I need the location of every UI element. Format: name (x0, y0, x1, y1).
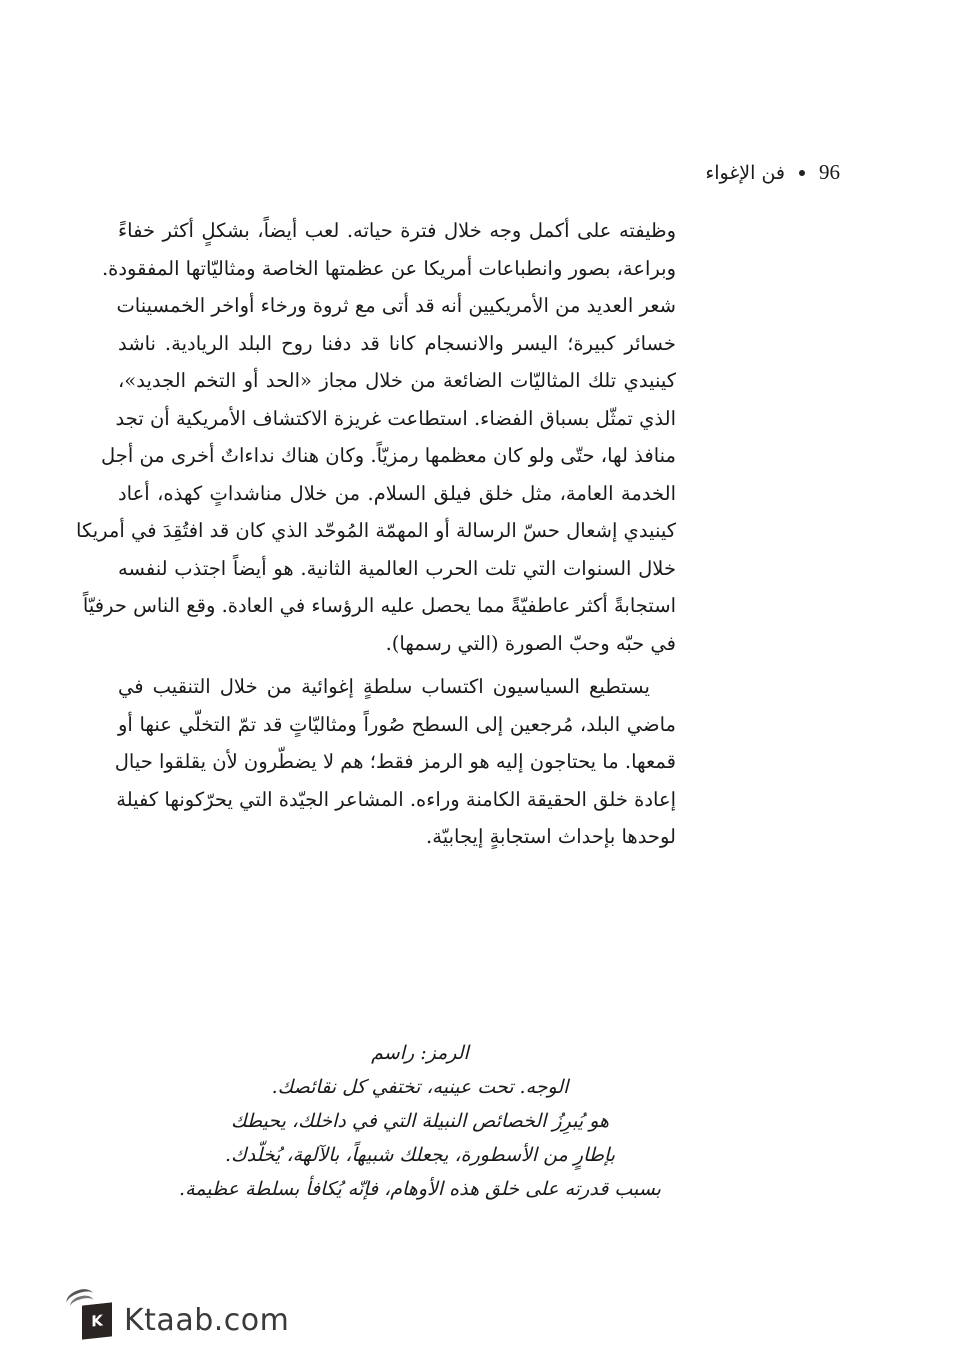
text-line: وبراعة، بصور وانطباعات أمريكا عن عظمتها الخاصة ومثاليّاتها المفقودة. (101, 256, 676, 280)
body-text (76, 212, 676, 859)
text-line: خلال السنوات التي تلت الحرب العالمية الثانية. هو أيضاً اجتذب لنفسه (118, 556, 676, 580)
book-icon (60, 1290, 114, 1338)
text-line: وظيفته على أكمل وجه خلال فترة حياته. لعب أيضاً، بشكلٍ أكثر خفاءً (118, 219, 676, 242)
text-line: في حبّه وحبّ الصورة (التي رسمها). (385, 631, 676, 655)
publisher-logo (60, 1290, 289, 1338)
text-line: يستطيع السياسيون اكتساب سلطةٍ إغوائية من خلال التنقيب في (118, 675, 650, 698)
text-line: الذي تمثّل بسباق الفضاء. استطاعت غريزة الاكتشاف الأمريكية أن تجد (115, 406, 676, 430)
text-line: خسائر كبيرة؛ اليسر والانسجام كانا قد دفنا روح البلد الريادية. ناشد (118, 331, 676, 355)
text-line: الخدمة العامة، مثل خلق فيلق السلام. من خلال مناشداتٍ كهذه، أعاد (118, 481, 676, 505)
running-header (705, 160, 840, 185)
text-line: شعر العديد من الأمريكيين أنه قد أتى مع ثروة ورخاء أواخر الخمسينات (116, 294, 676, 317)
paragraph-1 (76, 212, 676, 662)
text-line: استجابةً أكثر عاطفيّةً مما يحصل عليه الرؤساء في العادة. وقع الناس حرفيّاً (82, 594, 676, 617)
text-line: كينيدي إشعال حسّ الرسالة أو المهمّة المُوحّد الذي كان قد افتُقِدَ في أمريكا (76, 519, 676, 542)
page-number: 96 (819, 160, 840, 184)
logo-text: Ktaab.com (124, 1303, 290, 1338)
text-line: ماضي البلد، مُرجعين إلى السطح صُوراً ومثاليّاتٍ قد تمّ التخلّي عنها أو (118, 712, 676, 736)
epigraph-line: الوجه. تحت عينيه، تختفي كل نقائصك. (271, 1076, 569, 1098)
text-line: كينيدي تلك المثاليّات الضائعة من خلال مجاز «الحد أو التخم الجديد»، (118, 369, 676, 392)
text-line: لوحدها بإحداث استجابةٍ إيجابيّة. (426, 825, 676, 848)
paragraph-2 (114, 668, 676, 856)
logo-letter: K (82, 1302, 112, 1339)
text-line: قمعها. ما يحتاجون إليه هو الرمز فقط؛ هم لا يضطّرون لأن يقلقوا حيال (114, 750, 676, 773)
epigraph-title: الرمز: راسم (371, 1042, 469, 1064)
epigraph-line: بإطارٍ من الأسطورة، يجعلك شبيهاً، بالآلهة، يُخلّدك. (224, 1144, 616, 1166)
epigraph-line: بسبب قدرته على خلق هذه الأوهام، فإنّه يُكافأ بسلطة عظيمة. (179, 1178, 661, 1200)
text-line: إعادة خلق الحقيقة الكامنة وراءه. المشاعر الجيّدة التي يحرّكونها كفيلة (116, 787, 676, 811)
epigraph (100, 1036, 740, 1206)
epigraph-line: هو يُبرِزُ الخصائص النبيلة التي في داخلك، يحيطك (230, 1110, 610, 1132)
bullet-separator (799, 170, 805, 176)
text-line: منافذ لها، حتّى ولو كان معظمها رمزيّاً. وكان هناك نداءاتٌ أخرى من أجل (101, 444, 676, 467)
book-title: فن الإغواء (705, 161, 785, 184)
